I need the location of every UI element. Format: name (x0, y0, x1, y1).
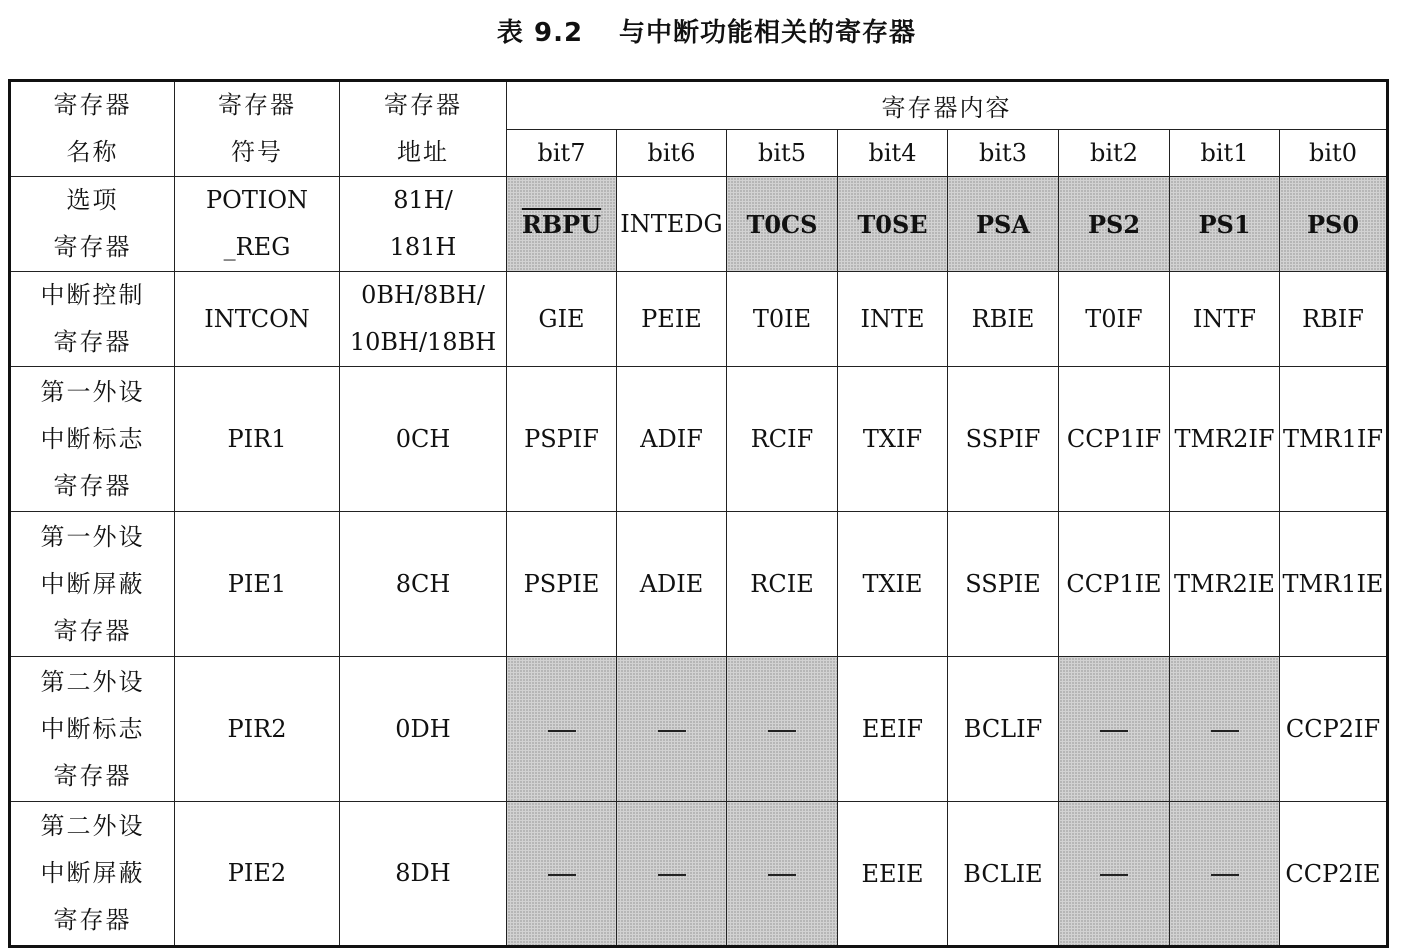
bit-label: GIE (538, 305, 585, 333)
bit-cell (1059, 802, 1170, 947)
bit-label: BCLIE (963, 859, 1043, 888)
bit-label: EEIF (861, 715, 924, 743)
bit-label: TXIF (862, 425, 923, 453)
bit-cell (507, 367, 617, 512)
header-name-line-1: 寄存器 (53, 91, 132, 119)
table-body (10, 177, 1388, 947)
bit-header-3: bit4 (838, 130, 948, 177)
bit-label: TMR1IF (1282, 425, 1384, 453)
register-name-cell-line: 第二外设 (40, 667, 145, 696)
register-symbol-cell-line: PIE1 (227, 569, 287, 598)
bit-cell (727, 802, 838, 947)
bit-label: RBIF (1302, 305, 1364, 333)
bit-label: ADIF (640, 425, 703, 453)
bit-cell (617, 657, 727, 802)
register-symbol-cell (175, 367, 340, 512)
bit-header-2: bit5 (727, 130, 838, 177)
bit-cell (1059, 272, 1170, 367)
register-name-cell-line: 中断屏蔽 (40, 859, 145, 887)
register-name-cell-line: 第一外设 (40, 377, 145, 406)
bit-cell (727, 177, 838, 272)
register-table (8, 79, 1389, 948)
register-address-cell-line: 181H (389, 233, 457, 261)
bit-label: INTF (1192, 305, 1257, 333)
bit-cell (948, 802, 1059, 947)
register-address-cell-line: 8DH (395, 859, 451, 887)
bit-cell (1059, 512, 1170, 657)
header-register-address (340, 81, 507, 177)
header-name-line-2: 名称 (66, 138, 119, 166)
register-symbol-cell-line: _REG (223, 233, 291, 261)
bit-label: ADIE (639, 570, 704, 598)
bit-cell (507, 272, 617, 367)
bit-cell (1170, 177, 1280, 272)
bit-cell (617, 272, 727, 367)
bit-label: PEIE (641, 305, 702, 333)
bit-label: TMR2IF (1174, 425, 1275, 453)
register-address-cell (340, 272, 507, 367)
bit-label: BCLIF (963, 715, 1043, 743)
bit-label: RCIE (750, 570, 814, 598)
bit-cell (838, 657, 948, 802)
register-address-cell (340, 177, 507, 272)
dash-mark (658, 874, 686, 876)
dash-mark (658, 730, 686, 732)
table-row (10, 367, 1388, 512)
bit-label: PS2 (1087, 209, 1141, 239)
bit-cell (1170, 512, 1280, 657)
register-name-cell-line: 寄存器 (53, 761, 132, 790)
register-name-cell (10, 367, 175, 512)
bit-label: SSPIE (965, 570, 1041, 598)
bit-cell (1280, 802, 1388, 947)
header-register-name (10, 81, 175, 177)
register-name-cell-line: 第二外设 (40, 812, 145, 840)
bit-label: CCP2IE (1285, 859, 1381, 888)
dash-mark (548, 874, 576, 876)
bit-cell (727, 272, 838, 367)
bit-label: TMR1IE (1282, 570, 1384, 598)
bit-label: TXIE (862, 570, 923, 598)
register-address-cell-line: 8CH (395, 569, 451, 598)
register-address-cell-line: 10BH/18BH (349, 328, 497, 356)
bit-cell (507, 512, 617, 657)
bit-header-1: bit6 (617, 130, 727, 177)
register-address-cell-line: 0DH (395, 714, 451, 743)
bit-label: PS0 (1306, 209, 1360, 239)
register-name-cell-line: 寄存器 (53, 616, 132, 645)
bit-cell (838, 802, 948, 947)
bit-cell (507, 657, 617, 802)
register-symbol-cell (175, 272, 340, 367)
register-name-cell-line: 寄存器 (53, 328, 132, 356)
dash-mark (768, 730, 796, 732)
bit-label: CCP1IE (1066, 570, 1162, 598)
register-symbol-cell-line: PIE2 (227, 859, 287, 887)
bit-cell (948, 512, 1059, 657)
bit-label: TMR2IE (1174, 570, 1275, 598)
register-symbol-cell (175, 512, 340, 657)
bit-cell (1059, 177, 1170, 272)
bit-cell (507, 802, 617, 947)
register-name-cell-line: 选项 (66, 186, 119, 214)
register-name-cell-line: 中断控制 (40, 281, 145, 309)
header-address-line-2: 地址 (397, 138, 449, 166)
bit-cell (948, 657, 1059, 802)
header-register-symbol (175, 81, 340, 177)
dash-mark (1100, 874, 1128, 876)
register-name-cell-line: 寄存器 (53, 906, 132, 934)
register-name-cell (10, 177, 175, 272)
header-row-1 (10, 81, 1388, 130)
bit-cell (617, 367, 727, 512)
dash-mark (1211, 874, 1239, 876)
bit-label: RBIE (971, 305, 1035, 333)
register-symbol-cell-line: POTION (206, 186, 308, 214)
bit-label: CCP2IF (1285, 715, 1381, 743)
header-register-content: 寄存器内容 (507, 81, 1388, 130)
bit-label: T0IF (1085, 305, 1143, 333)
register-symbol-cell (175, 177, 340, 272)
register-address-cell-line: 0BH/8BH/ (361, 281, 485, 309)
register-symbol-cell-line: PIR1 (227, 424, 287, 453)
header-symbol-line-2: 符号 (231, 138, 283, 166)
bit-cell (1280, 272, 1388, 367)
header-symbol-line-1: 寄存器 (218, 91, 296, 119)
table-row (10, 512, 1388, 657)
register-name-cell-line: 第一外设 (40, 522, 145, 551)
register-symbol-cell-line: INTCON (204, 304, 310, 333)
bit-cell (727, 657, 838, 802)
register-address-cell-line: 0CH (395, 424, 451, 453)
register-name-cell-line: 寄存器 (53, 233, 132, 261)
register-symbol-cell-line: PIR2 (227, 714, 287, 743)
table-number: 表 9.2 (496, 18, 584, 48)
bit-label: PSPIF (524, 425, 599, 453)
table-title: 与中断功能相关的寄存器 (619, 18, 917, 48)
bit-cell (1059, 367, 1170, 512)
register-symbol-cell (175, 802, 340, 947)
bit-header-7: bit0 (1280, 130, 1388, 177)
register-address-cell-line: 81H/ (393, 186, 453, 214)
bit-cell (838, 272, 948, 367)
bit-cell (617, 512, 727, 657)
bit-label: CCP1IF (1066, 425, 1162, 453)
register-name-cell (10, 272, 175, 367)
register-name-cell-line: 中断标志 (40, 714, 145, 743)
dash-mark (1100, 730, 1128, 732)
dash-mark (548, 730, 576, 732)
bit-cell (838, 512, 948, 657)
table-row (10, 802, 1388, 947)
register-name-cell (10, 802, 175, 947)
bit-cell (948, 177, 1059, 272)
table-row (10, 272, 1388, 367)
register-address-cell (340, 657, 507, 802)
table-row (10, 177, 1388, 272)
bit-cell (617, 802, 727, 947)
bit-cell (1170, 272, 1280, 367)
bit-label: RBPU (521, 209, 602, 239)
bit-cell (838, 367, 948, 512)
bit-cell (1170, 657, 1280, 802)
bit-cell (838, 177, 948, 272)
bit-label: PSA (976, 209, 1030, 239)
bit-label: EEIE (861, 859, 924, 888)
bit-header-6: bit1 (1170, 130, 1280, 177)
bit-label: SSPIF (965, 425, 1041, 453)
table-caption (0, 12, 1413, 54)
bit-label: T0CS (746, 209, 818, 239)
register-name-cell-line: 中断屏蔽 (40, 569, 145, 598)
register-name-cell-line: 寄存器 (53, 471, 132, 500)
register-address-cell (340, 367, 507, 512)
header-address-line-1: 寄存器 (384, 91, 462, 119)
bit-label: T0SE (857, 209, 928, 239)
bit-header-4: bit3 (948, 130, 1059, 177)
bit-cell (1170, 367, 1280, 512)
bit-cell (507, 177, 617, 272)
bit-cell (1170, 802, 1280, 947)
bit-label: T0IE (752, 305, 812, 333)
table-row (10, 657, 1388, 802)
bit-cell (1059, 657, 1170, 802)
register-address-cell (340, 802, 507, 947)
register-name-cell (10, 512, 175, 657)
bit-label: PSPIE (523, 570, 600, 598)
dash-mark (768, 874, 796, 876)
bit-cell (1280, 177, 1388, 272)
bit-label: PS1 (1198, 209, 1251, 239)
bit-header-0: bit7 (507, 130, 617, 177)
bit-cell (1280, 657, 1388, 802)
bit-cell (727, 367, 838, 512)
register-address-cell (340, 512, 507, 657)
bit-cell (727, 512, 838, 657)
bit-cell (1280, 512, 1388, 657)
bit-cell (948, 272, 1059, 367)
bit-cell (1280, 367, 1388, 512)
bit-cell (948, 367, 1059, 512)
bit-label: INTE (860, 305, 925, 333)
bit-label: INTEDG (620, 210, 723, 238)
bit-header-5: bit2 (1059, 130, 1170, 177)
register-name-cell (10, 657, 175, 802)
bit-label: RCIF (750, 425, 814, 453)
dash-mark (1211, 730, 1239, 732)
bit-cell (617, 177, 727, 272)
register-name-cell-line: 中断标志 (40, 424, 145, 453)
register-symbol-cell (175, 657, 340, 802)
